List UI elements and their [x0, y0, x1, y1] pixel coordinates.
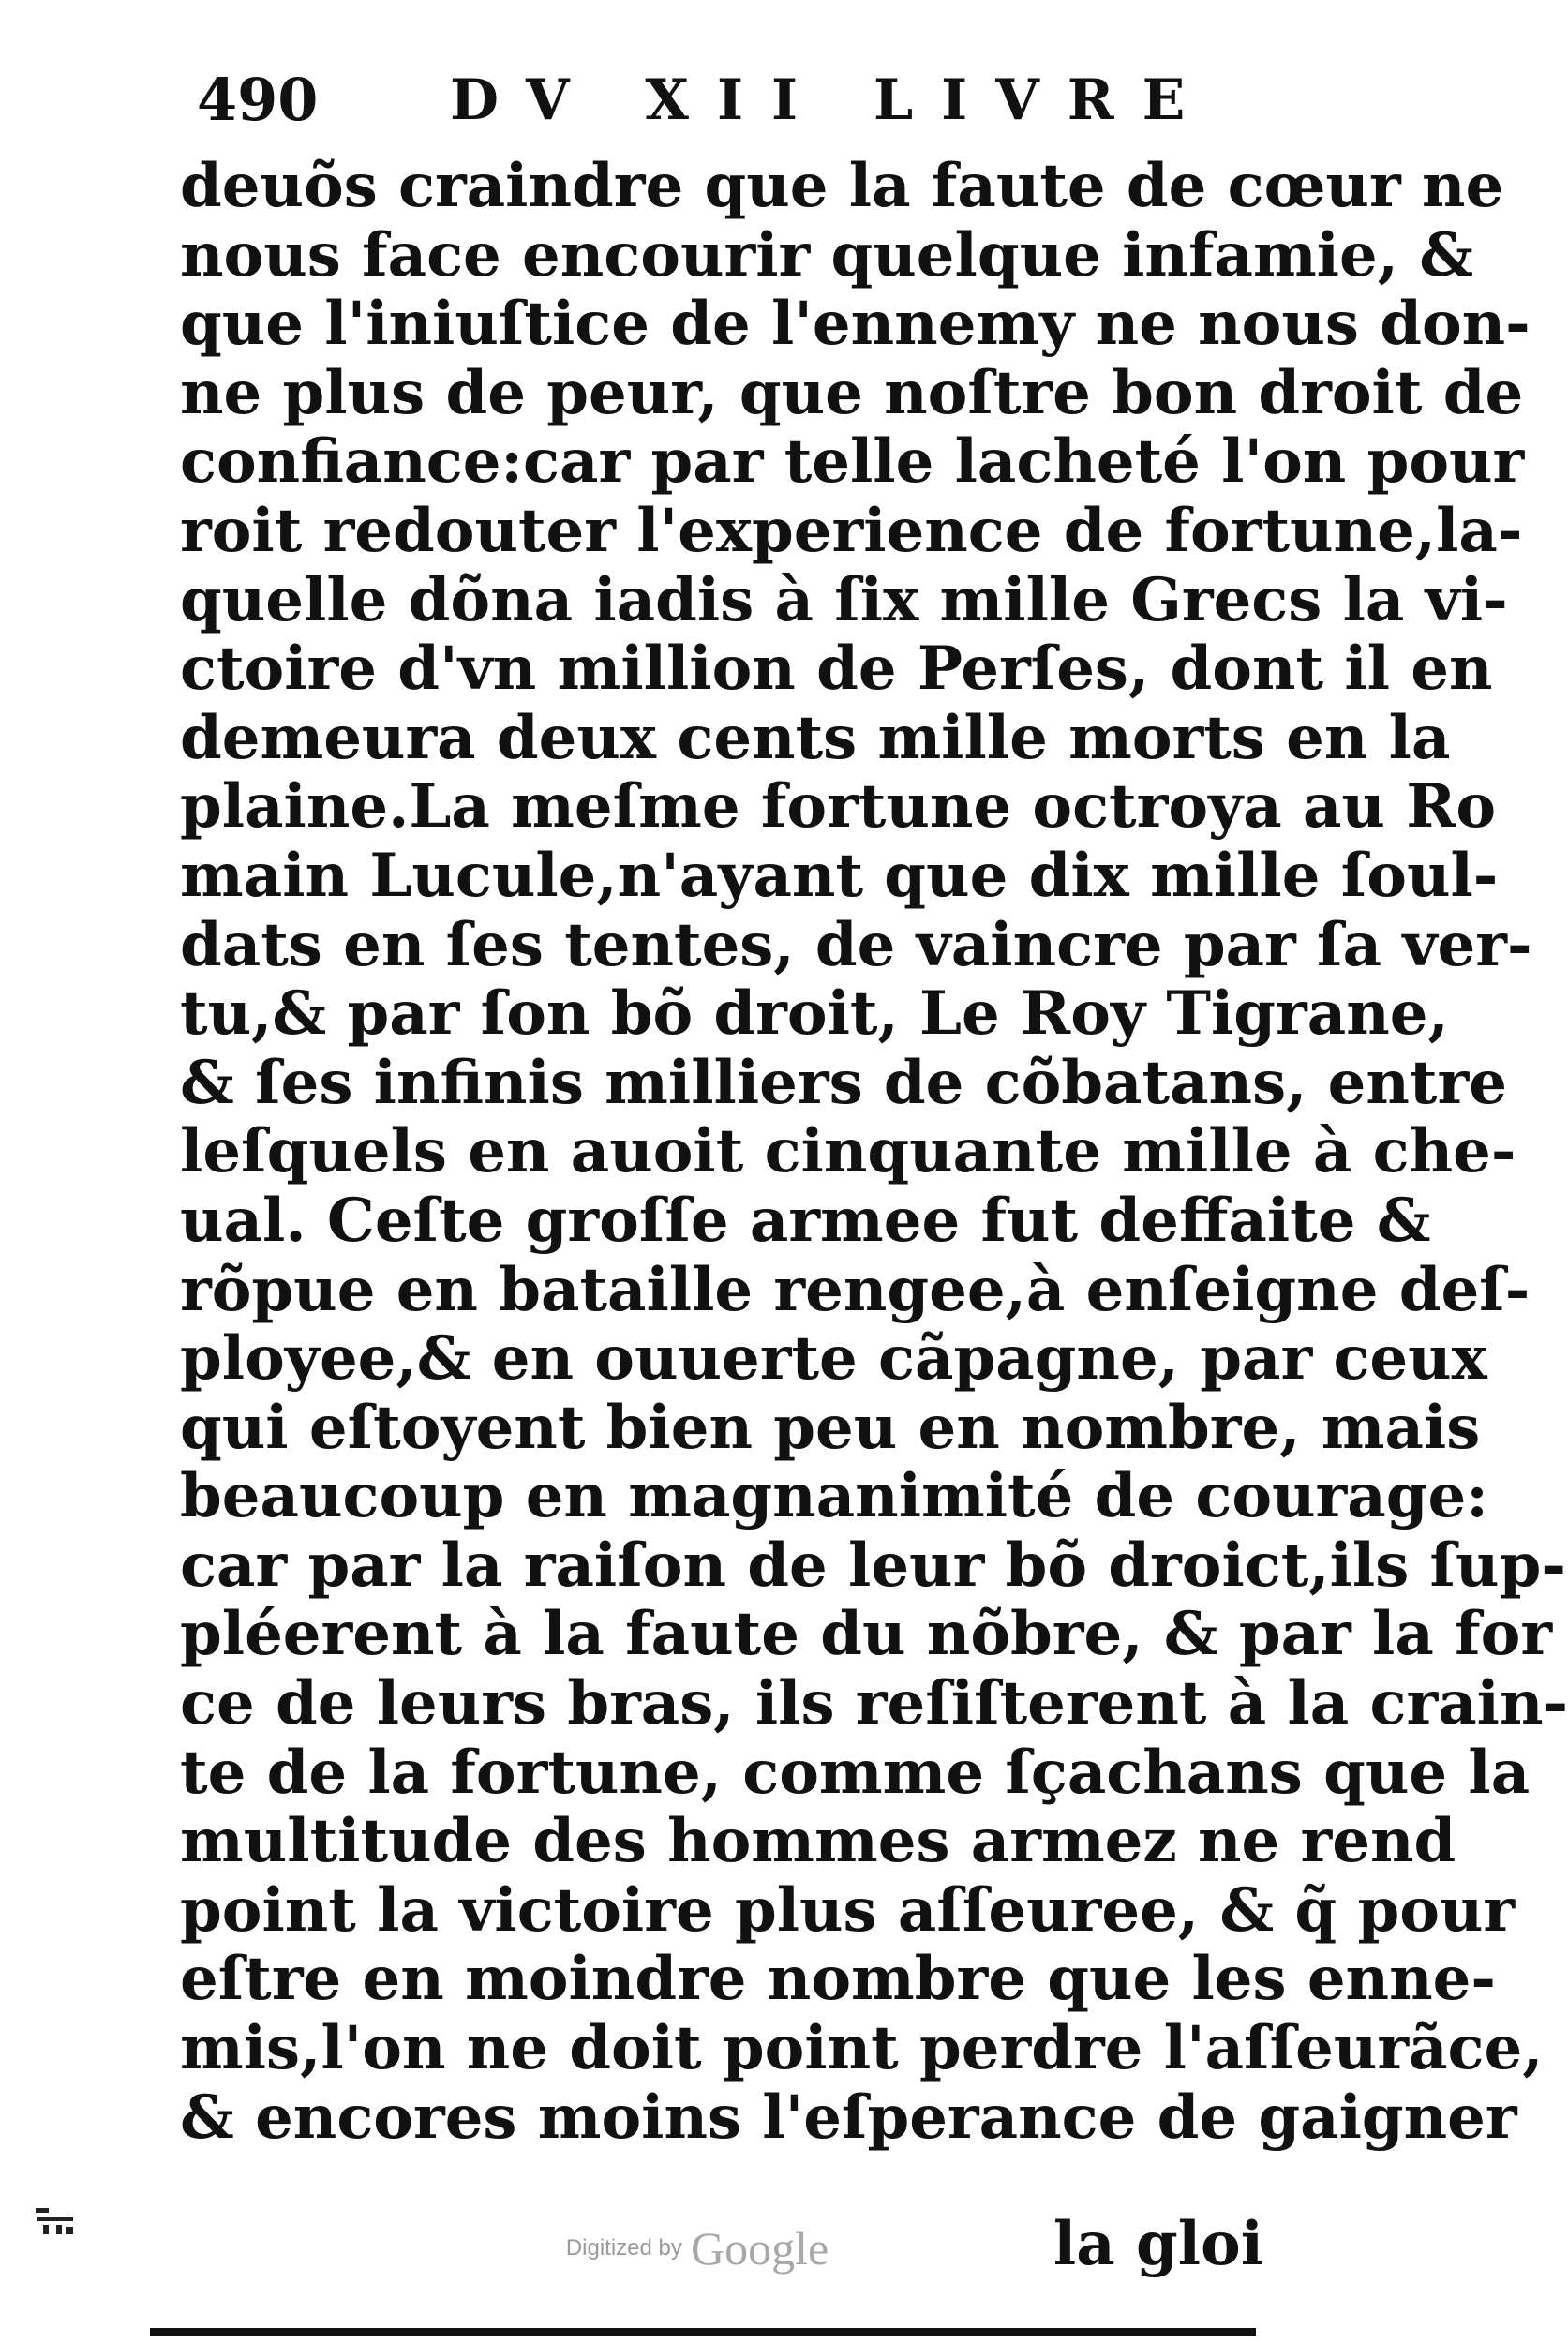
text-line-26: point la victoire plus aſſeuree, & q̃ pour [180, 1874, 1516, 1946]
catchword: la gloi [1053, 2209, 1263, 2279]
text-line-19: qui eſtoyent bien peu en nombre, mais [180, 1392, 1481, 1463]
page-header [197, 58, 1228, 142]
text-line-13: tu,& par ſon bõ droit, Le Roy Tigrane, [180, 978, 1449, 1050]
text-line-25: multitude des hommes armez ne rend [180, 1806, 1456, 1877]
text-line-20: beaucoup en magnanimité de courage: [180, 1461, 1488, 1532]
body-text [180, 151, 1568, 2153]
text-line-17: rõpue en bataille rengee,à enſeigne deſ- [180, 1254, 1531, 1325]
text-line-16: ual. Ceſte groſſe armee fut deffaite & [180, 1185, 1431, 1256]
text-line-7: quelle dõna iadis à ſix mille Grecs la vi- [180, 564, 1508, 635]
text-line-8: ctoire d'vn million de Perſes, dont il en [180, 634, 1493, 705]
text-line-21: car par la raiſon de leur bõ droict,ils ſup- [180, 1530, 1566, 1601]
text-line-9: demeura deux cents mille morts en la [180, 702, 1451, 773]
text-line-5: confiance:car par telle lacheté l'on pour [180, 426, 1525, 498]
text-line-24: te de la fortune, comme ſçachans que la [180, 1737, 1531, 1808]
text-line-10: plaine.La meſme fortune octroya au Ro [180, 771, 1497, 843]
page-number: 490 [197, 66, 319, 134]
text-line-18: ployee,& en ouuerte cãpagne, par ceux [180, 1323, 1487, 1395]
text-line-22: pléerent à la faute du nõbre, & par la for [180, 1599, 1553, 1670]
text-line-6: roit redouter l'experience de fortune,la- [180, 495, 1523, 566]
text-line-3: que l'iniuſtice de l'ennemy ne nous don- [180, 289, 1531, 360]
text-line-4: ne plus de peur, que noſtre bon droit de [180, 357, 1524, 428]
digitized-label: Digitized by [565, 2235, 682, 2261]
text-line-1: deuõs craindre que la faute de cœur ne [180, 151, 1504, 221]
google-logo: Google [690, 2222, 829, 2275]
bottom-rule [150, 2328, 1256, 2336]
digitized-watermark [0, 2221, 1395, 2276]
text-line-27: eſtre en moindre nombre que les enne- [180, 1944, 1496, 2015]
text-line-2: nous face encourir quelque infamie, & [180, 219, 1474, 291]
text-line-12: dats en ſes tentes, de vaincre par ſa ver- [180, 909, 1532, 980]
margin-ink-icon [34, 2204, 77, 2236]
text-line-28: mis,l'on ne doit point perdre l'aſſeurãce, [180, 2013, 1544, 2084]
text-line-29: & encores moins l'eſperance de gaigner [180, 2082, 1517, 2153]
text-line-23: ce de leurs bras, ils reſiſterent à la crain- [180, 1668, 1568, 1739]
text-line-11: main Lucule,n'ayant que dix mille ſoul- [180, 840, 1499, 911]
text-line-14: & ſes infinis milliers de cõbatans, entre [180, 1047, 1507, 1118]
running-head: DV XII LIVRE [450, 67, 1214, 133]
text-line-15: leſquels en auoit cinquante mille à che- [180, 1116, 1516, 1187]
